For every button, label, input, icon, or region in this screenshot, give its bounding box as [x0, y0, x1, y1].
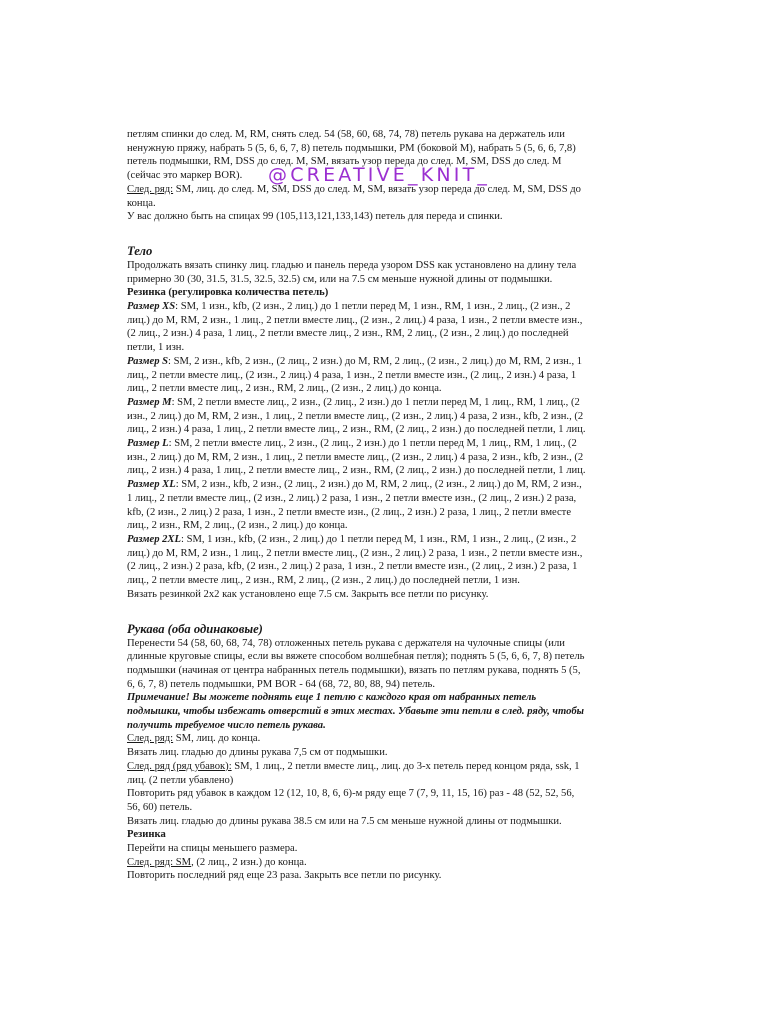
watermark-handle: @CREATIVE_KNIT_	[268, 164, 491, 186]
note-line: Примечание! Вы можете поднять еще 1 петлю с каждого края от набранных петель	[127, 692, 537, 704]
sleeve-line: 6, 6, 7, 8) петель подмышки, PM BOR - 64 (68, 72, 80, 88, 94) петель.	[127, 678, 436, 690]
size-line: Размер М: SM, 2 петли вместе лиц., 2 изн., (2 лиц., 2 изн.) до 1 петли перед М, 1 лиц., RM, 1 лиц., (2	[127, 396, 580, 408]
next-row-label: След. ряд: SM	[127, 856, 192, 868]
size-line: петли, 1 изн.	[127, 342, 185, 354]
size-line: 1 лиц., 2 петли вместе лиц., (2 изн., 2 лиц.) 2 раза, 1 изн., 2 петли вместе изн., (2 лиц., 2 изн.) 2 раза,	[127, 492, 577, 504]
decrease-row-label: След. ряд (ряд убавок):	[127, 760, 232, 772]
body-line: Продолжать вязать спинку лиц. гладью и панель переда узором DSS как установлено на длину тела	[127, 259, 577, 271]
intro-line: петель подмышки, RM, DSS до след. M, SM, вязать узор переда до след. М, SM, DSS до след. М	[127, 156, 562, 168]
size-line: kfb, (2 изн., 2 лиц.) 2 раза, 1 изн., 2 петли вместе изн., (2 лиц., 2 изн.) 2 раза, 1 лиц., 2 петли вместе	[127, 506, 572, 518]
size-line: лиц.) до М, RM, 2 изн., 1 лиц., 2 петли вместе лиц., (2 изн., 2 лиц.) 4 раза, 1 изн., 2 петли вместе изн.,	[127, 314, 583, 326]
next-row-line: След. ряд: SM, лиц. до конца.	[127, 733, 261, 745]
size-line: лиц., 2 петли вместе лиц., (2 изн., 2 лиц.) 4 раза, 1 изн., 2 петли вместе изн., (2 лиц., 2 изн.) 4 раза, 1	[127, 369, 577, 381]
sleeve-line: подмышки (начиная от центра набранных петель подмышки), вязать по петлям рукава, поднять 5 (5,	[127, 664, 581, 676]
sleeve-line: Вязать лиц. гладью до длины рукава 7,5 см от подмышки.	[127, 747, 388, 759]
size-line: (2 лиц., 2 изн.) 2 раза, kfb, (2 изн., 2 лиц.) 2 раза, 1 изн., 2 петли вместе изн., (2 лиц., 2 изн.) 2 раза, 1	[127, 561, 578, 573]
sleeve-line: Повторить ряд убавок в каждом 12 (12, 10, 8, 6, 6)-м ряду еще 7 (7, 9, 11, 15, 16) раз - 48 (52, 52, 56,	[127, 788, 575, 800]
body-paragraph	[127, 259, 660, 602]
size-label: Размер XL	[127, 479, 176, 491]
intro-line: петлям спинки до след. М, RM, снять след. 54 (58, 60, 68, 74, 78) петель рукава на держатель или	[127, 129, 565, 140]
size-line: Размер S: SM, 2 изн., kfb, 2 изн., (2 лиц., 2 изн.) до М, RM, 2 лиц., (2 изн., 2 лиц.) до М, RM, 2 изн., 1	[127, 355, 583, 367]
intro-line: конца.	[127, 197, 156, 209]
next-row-line: След. ряд: SM, (2 лиц., 2 изн.) до конца.	[127, 856, 307, 868]
size-label: Размер 2XL	[127, 533, 181, 545]
next-row-label: След. ряд:	[127, 183, 174, 195]
size-line: лиц., 2 изн.) 4 раза, 1 лиц., 2 петли вместе лиц., 2 изн., RM, (2 лиц., 2 изн.) до последней петли, 1 лиц.	[127, 424, 586, 436]
size-label: Размер М	[127, 396, 172, 408]
note-line: подмышки, чтобы избежать отверстий в этих местах. Убавьте эти петли в след. ряду, чтобы	[127, 706, 584, 718]
pattern-page	[127, 128, 660, 883]
size-line: Размер XS: SM, 1 изн., kfb, (2 изн., 2 лиц.) до 1 петли перед М, 1 изн., RM, 1 изн., 2 лиц., (2 изн., 2	[127, 301, 571, 313]
stitch-count: У вас должно быть на спицах 99 (105,113,121,133,143) петель для переда и спинки.	[127, 211, 503, 223]
size-label: Размер XS	[127, 301, 176, 313]
next-row-text: SM, лиц. до след. М, SM, DSS до след. М, SM, вязать узор переда до след. М, SM, DSS до	[173, 183, 581, 195]
sleeve-final: Повторить последний ряд еще 23 раза. Закрыть все петли по рисунку.	[127, 870, 442, 882]
sleeve-line: длинные круговые спицы, если вы вяжете способом волшебная петля); поднять 5 (5, 6, 6, 7, 8) петель	[127, 651, 585, 663]
size-line: лиц., 2 петли вместе лиц., 2 изн., RM, 2 лиц., (2 изн., 2 лиц.) до конца.	[127, 383, 442, 395]
sleeve-line: Перейти на спицы меньшего размера.	[127, 843, 298, 855]
body-line: примерно 30 (30, 31.5, 31.5, 32.5, 32.5) см, или на 7.5 см меньше нужной длины от подмышки.	[127, 273, 553, 285]
sleeve-line: 56, 60) петель.	[127, 801, 193, 813]
ribbing-title: Резинка (регулировка количества петель)	[127, 287, 329, 299]
intro-paragraph	[127, 128, 660, 224]
size-line: Размер L: SM, 2 петли вместе лиц., 2 изн., (2 лиц., 2 изн.) до 1 петли перед М, 1 лиц., RM, 1 лиц., (2	[127, 438, 577, 450]
sleeve-line: Перенести 54 (58, 60, 68, 74, 78) отложенных петель рукава с держателя на чулочные спицы (или	[127, 637, 565, 649]
size-line: (2 лиц., 2 изн.) 4 раза, 1 лиц., 2 петли вместе лиц., 2 изн., RM, 2 лиц., (2 изн., 2 лиц.) до последней	[127, 328, 569, 340]
size-label: Размер L	[127, 438, 169, 450]
section-title-body: Тело	[127, 243, 153, 258]
size-line: лиц., 2 изн., RM, 2 лиц., (2 изн., 2 лиц.) до конца.	[127, 520, 348, 532]
sleeve-line: лиц. (2 петли убавлено)	[127, 774, 234, 786]
size-line: лиц., 2 петли вместе лиц., 2 изн., RM, 2 лиц., (2 изн., 2 лиц.) до последней петли, 1 изн.	[127, 575, 520, 587]
decrease-row-line: След. ряд (ряд убавок): SM, 1 лиц., 2 петли вместе лиц., лиц. до 3-х петель перед концом ряда, ssk, 1	[127, 760, 580, 772]
sleeve-line: Вязать лиц. гладью до длины рукава 38.5 см или на 7.5 см меньше нужной длины от подмышки.	[127, 815, 562, 827]
size-label: Размер S	[127, 355, 169, 367]
next-row-label: След. ряд:	[127, 733, 174, 745]
intro-line: ненужную пряжу, набрать 5 (5, 6, 6, 7, 8) петель подмышки, PM (боковой М), набрать 5 (5, 6, 6, 7,8)	[127, 142, 576, 154]
size-line: изн., 2 лиц.) до М, RM, 2 изн., 1 лиц., 2 петли вместе лиц., (2 изн., 2 лиц.) 4 раза, 2 изн., kfb, 2 изн., (2	[127, 410, 584, 422]
intro-next-row	[127, 183, 660, 197]
intro-line: (сейчас это маркер BOR).	[127, 170, 243, 182]
size-line: Размер 2XL: SM, 1 изн., kfb, (2 изн., 2 лиц.) до 1 петли перед М, 1 изн., RM, 1 изн., 2 лиц., (2 изн., 2	[127, 533, 577, 545]
size-line: Размер XL: SM, 2 изн., kfb, 2 изн., (2 лиц., 2 изн.) до М, RM, 2 лиц., (2 изн., 2 лиц.) до М, RM, 2 изн.,	[127, 479, 582, 491]
body-closing: Вязать резинкой 2х2 как установлено еще 7.5 см. Закрыть все петли по рисунку.	[127, 588, 489, 600]
size-line: лиц.) до М, RM, 2 изн., 1 лиц., 2 петли вместе лиц., (2 изн., 2 лиц.) 2 раза, 1 изн., 2 петли вместе изн.,	[127, 547, 583, 559]
size-line: изн., 2 лиц.) до М, RM, 2 изн., 1 лиц., 2 петли вместе лиц., (2 изн., 2 лиц.) 4 раза, 2 изн., kfb, 2 изн., (2	[127, 451, 584, 463]
sleeves-paragraph	[127, 637, 660, 884]
ribbing-title: Резинка	[127, 829, 166, 841]
size-line: лиц., 2 изн.) 4 раза, 1 лиц., 2 петли вместе лиц., 2 изн., RM, (2 лиц., 2 изн.) до последней петли, 1 лиц.	[127, 465, 586, 477]
note-line: получить требуемое число петель рукава.	[127, 719, 326, 731]
section-title-sleeves: Рукава (оба одинаковые)	[127, 621, 263, 636]
